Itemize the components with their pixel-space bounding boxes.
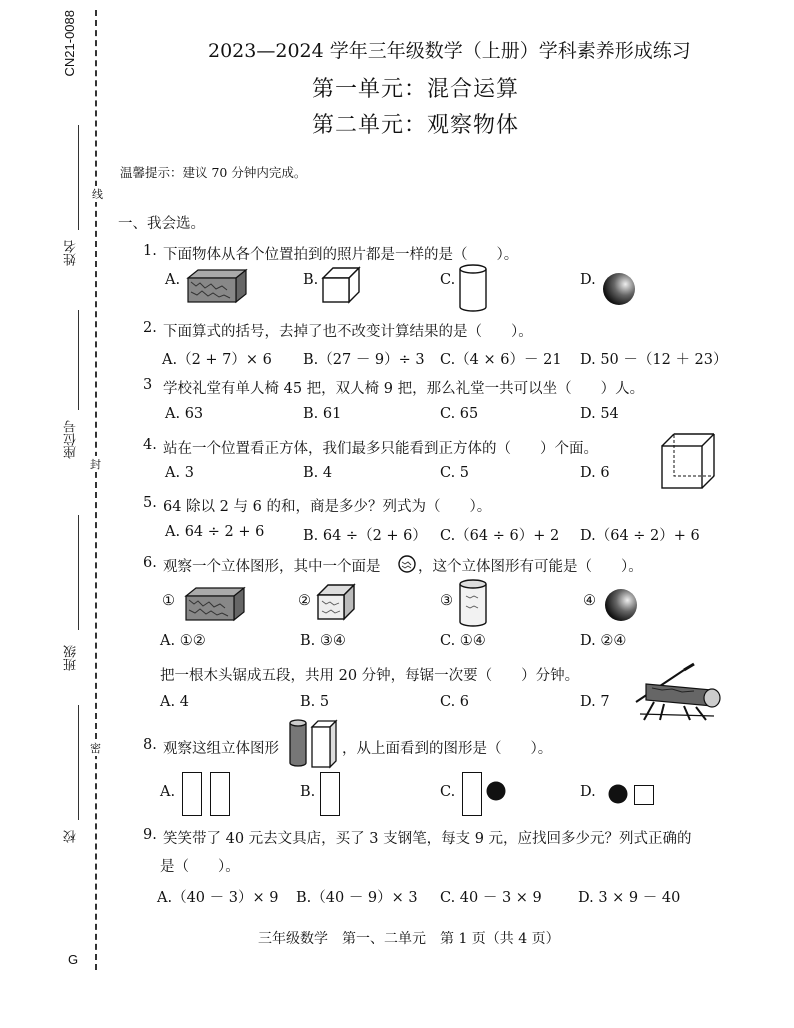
- q7-text: 把一根木头锯成五段，共用 20 分钟，每锯一次要（ ）分钟。: [160, 668, 580, 684]
- circle-face-icon: [398, 555, 416, 573]
- q1-option-c[interactable]: C.: [440, 272, 456, 288]
- q6-shape-label-1: ①: [162, 593, 175, 609]
- q3-option-d[interactable]: D. 54: [580, 406, 619, 422]
- wireframe-cube-icon: [660, 432, 716, 490]
- seal-char-line: 线: [92, 188, 103, 201]
- cylinder-and-prism-icon: [288, 717, 340, 769]
- q4-option-c[interactable]: C. 5: [440, 465, 470, 481]
- tip-text: 温馨提示：建议 70 分钟内完成。: [120, 165, 307, 180]
- cylinder-icon: [458, 263, 488, 313]
- q8-text-a: 观察这组立体图形: [163, 741, 279, 757]
- q1-number: 1.: [143, 243, 157, 259]
- q2-number: 2.: [143, 320, 157, 336]
- q2-option-d[interactable]: D. 50 －（12 ＋ 23）: [580, 352, 728, 368]
- q3-option-a[interactable]: A. 63: [165, 406, 204, 422]
- exam-title: 2023—2024 学年三年级数学（上册）学科素养形成练习: [208, 40, 691, 62]
- q4-text: 站在一个位置看正方体，我们最多只能看到正方体的（ ）个面。: [163, 441, 598, 457]
- q6-option-a[interactable]: A. ①②: [160, 633, 206, 649]
- q8-d-dot: [608, 784, 628, 804]
- q8-a-rect-left: [182, 772, 202, 816]
- q6-option-c[interactable]: C. ①④: [440, 633, 486, 649]
- q8-option-d[interactable]: D.: [580, 784, 596, 800]
- q5-option-d[interactable]: D.（64 ÷ 2）+ 6: [580, 528, 700, 544]
- q4-option-d[interactable]: D. 6: [580, 465, 610, 481]
- q3-text: 学校礼堂有单人椅 45 把，双人椅 9 把，那么礼堂一共可以坐（ ）人。: [163, 381, 645, 397]
- q9-option-c[interactable]: C. 40 － 3 × 9: [440, 890, 542, 906]
- q8-option-a[interactable]: A.: [160, 784, 176, 800]
- q7-option-c[interactable]: C. 6: [440, 694, 470, 710]
- q8-b-rect: [320, 772, 340, 816]
- school-write-line: [78, 705, 79, 820]
- q6-option-d[interactable]: D. ②④: [580, 633, 627, 649]
- binding-bottom-mark: G: [68, 952, 79, 967]
- textured-cylinder-icon: [458, 578, 488, 628]
- name-write-line: [78, 125, 79, 230]
- q3-option-c[interactable]: C. 65: [440, 406, 479, 422]
- page-footer: 三年级数学 第一、二单元 第 1 页（共 4 页）: [258, 931, 560, 947]
- q6-text-b: ，这个立体图形有可能是（ ）。: [418, 559, 643, 575]
- q2-option-b[interactable]: B.（27 － 9）÷ 3: [303, 352, 425, 368]
- q9-option-a[interactable]: A.（40 － 3）× 9: [157, 890, 279, 906]
- q7-option-a[interactable]: A. 4: [160, 694, 189, 710]
- document-code: CN21-0088: [62, 10, 77, 77]
- q9-number: 9.: [143, 827, 157, 843]
- q8-a-rect-right: [210, 772, 230, 816]
- q1-option-a[interactable]: A.: [165, 272, 181, 288]
- q1-text: 下面物体从各个位置拍到的照片都是一样的是（ ）。: [163, 247, 519, 263]
- q9-text: 笑笑带了 40 元去文具店，买了 3 支钢笔，每支 9 元，应找回多少元？列式正确的: [163, 831, 692, 847]
- ball-icon: [602, 272, 636, 306]
- section-title: 一、我会选。: [118, 216, 205, 232]
- q5-option-a[interactable]: A. 64 ÷ 2 + 6: [165, 524, 265, 540]
- q6-text-a: 观察一个立体图形，其中一个面是: [163, 559, 381, 575]
- name-label: 姓名: [64, 240, 79, 266]
- q6-shape-label-4: ④: [583, 593, 596, 609]
- q9-text-cont: 是（ ）。: [160, 859, 240, 875]
- q8-c-rect: [462, 772, 482, 816]
- ball-icon: [604, 588, 638, 622]
- sponge-icon: [188, 270, 246, 302]
- cube-icon: [323, 268, 361, 304]
- q8-option-c[interactable]: C.: [440, 784, 456, 800]
- q5-number: 5.: [143, 495, 157, 511]
- seat-write-line: [78, 310, 79, 410]
- q6-shape-label-3: ③: [440, 593, 453, 609]
- q1-option-d[interactable]: D.: [580, 272, 596, 288]
- q6-option-b[interactable]: B. ③④: [300, 633, 346, 649]
- q3-number: 3: [143, 377, 153, 393]
- q4-number: 4.: [143, 437, 157, 453]
- q8-c-dot: [486, 781, 506, 801]
- q5-text: 64 除以 2 与 6 的和，商是多少？列式为（ ）。: [163, 499, 492, 515]
- q8-number: 8.: [143, 737, 157, 753]
- q4-option-a[interactable]: A. 3: [165, 465, 194, 481]
- log-sawing-icon: [634, 662, 724, 722]
- q8-d-square: [634, 785, 654, 805]
- seal-char-mi: 密: [90, 742, 101, 755]
- q7-option-d[interactable]: D. 7: [580, 694, 610, 710]
- class-label: 班级: [64, 645, 79, 671]
- binding-dashed-line: [95, 10, 97, 970]
- q3-option-b[interactable]: B. 61: [303, 406, 342, 422]
- q8-option-b[interactable]: B.: [300, 784, 316, 800]
- unit1-title: 第一单元：混合运算: [312, 77, 520, 102]
- class-write-line: [78, 515, 79, 630]
- q4-option-b[interactable]: B. 4: [303, 465, 333, 481]
- q1-option-b[interactable]: B.: [303, 272, 319, 288]
- q9-option-d[interactable]: D. 3 × 9 － 40: [578, 890, 681, 906]
- q5-option-c[interactable]: C.（64 ÷ 6）+ 2: [440, 528, 560, 544]
- q5-option-b[interactable]: B. 64 ÷（2 + 6）: [303, 528, 427, 544]
- q8-text-b: ，从上面看到的图形是（ ）。: [342, 741, 553, 757]
- seal-char-feng: 封: [90, 458, 101, 471]
- school-label: 校: [64, 830, 79, 843]
- q2-text: 下面算式的括号，去掉了也不改变计算结果的是（ ）。: [163, 324, 533, 340]
- q2-option-c[interactable]: C.（4 × 6）－ 21: [440, 352, 562, 368]
- seat-label: 座位号: [64, 420, 79, 459]
- q2-option-a[interactable]: A.（2 + 7）× 6: [162, 352, 272, 368]
- q6-number: 6.: [143, 555, 157, 571]
- q6-shape-label-2: ②: [298, 593, 311, 609]
- sponge-icon: [186, 588, 244, 620]
- textured-cube-icon: [318, 585, 356, 621]
- q7-option-b[interactable]: B. 5: [300, 694, 330, 710]
- q9-option-b[interactable]: B.（40 － 9）× 3: [296, 890, 418, 906]
- unit2-title: 第二单元：观察物体: [312, 113, 520, 138]
